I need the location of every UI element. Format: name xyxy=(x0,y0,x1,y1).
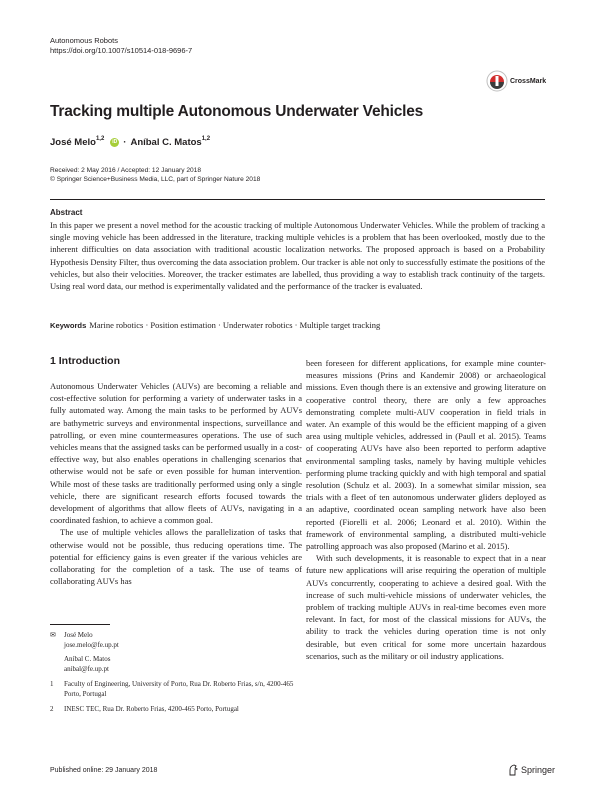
copyright-notice: © Springer Science+Business Media, LLC, part of Springer Nature 2018 xyxy=(50,176,261,183)
springer-horse-icon xyxy=(508,764,518,776)
affiliation-2-number: 2 xyxy=(50,705,54,713)
abstract-text: In this paper we present a novel method for the acoustic tracking of multiple Autonomous Underwater Vehicles. While the problem of tracking a single moving vehicle has been addressed in the literature, tracking multiple vehicles is a problem that has been overlooked, mostly due to the inherent difficulties on data association with traditional acoustic localization networks. The proposed approach is based on a Probability Hypothesis Density Filter, thus overcoming the data association problem. Our tracker is able not only to successfully estimate the positions of the vehicles, but also their velocities. Moreover, the tracker estimates are labelled, thus providing a way to establish track continuity of the targets. Using real word data, our method is experimentally validated and the performance of the tracker is evaluated. xyxy=(50,220,545,292)
intro-paragraph-1: Autonomous Underwater Vehicles (AUVs) are becoming a reliable and cost-effective solution for performing a variety of underwater tasks in a fully automated way. Among the main tasks to be performed by AUVs are bathymetric surveys and environmental inspections, surveillance and patrolling, or even mine countermeasures operations. The use of such vehicles means that the assigned tasks can be performed usually in a cost-effective way, but also enables operations in challenging scenarios that otherwise would not be safe or even possible for human intervention. While most of these tasks are traditionally performed using only a single vehicle, there are significant research efforts focused towards the development of algorithms that allow fleets of AUVs, navigating in a coordinated fashion, to achieve a common goal. xyxy=(50,381,302,526)
author-1[interactable] xyxy=(50,137,104,148)
affiliation-1 xyxy=(50,679,300,699)
received-dates: Received: 2 May 2016 / Accepted: 12 January 2018 xyxy=(50,167,202,174)
intro-paragraph-4: With such developments, it is reasonable to expect that in a near future new applications will arise requiring the operation of multiple AUVs concurrently, cooperating to achieve a desired goal. With the increase of such multi-vehicle missions of underwater vehicles, the problem of tracking multiple AUVs in real-time becomes even more relevant. In fact, for most of the classical missions for AUVs, the ability to track the vehicles during operation time is not only desirable, but even critical for some more uncertain hazardous scenarios, such as the military or oil industry applications. xyxy=(306,553,546,661)
affiliation-2-text: INESC TEC, Rua Dr. Roberto Frias, 4200-465 Porto, Portugal xyxy=(64,705,239,713)
doi-link[interactable]: https://doi.org/10.1007/s10514-018-9696-7 xyxy=(50,46,193,55)
author-2-affiliation: 1,2 xyxy=(201,136,211,142)
crossmark-label: CrossMark xyxy=(510,78,547,85)
footnotes xyxy=(50,630,300,719)
crossmark-badge[interactable] xyxy=(486,70,548,98)
author-1-name: José Melo xyxy=(50,137,96,149)
author-2[interactable] xyxy=(130,137,210,148)
journal-name: Autonomous Robots xyxy=(50,36,118,45)
abstract-heading: Abstract xyxy=(50,208,83,217)
envelope-icon: ✉ xyxy=(50,631,56,639)
author-list xyxy=(50,137,210,148)
springer-logo[interactable] xyxy=(508,764,555,776)
abstract-divider xyxy=(50,199,545,200)
published-date: Published online: 29 January 2018 xyxy=(50,767,158,774)
affiliation-1-number: 1 xyxy=(50,680,54,688)
footnote-divider xyxy=(50,624,110,625)
orcid-icon[interactable]: iD xyxy=(112,139,118,145)
author-2-name: Aníbal C. Matos xyxy=(130,137,202,149)
contact-2-email[interactable]: anibal@fe.up.pt xyxy=(64,665,109,673)
keywords-text: Marine robotics · Position estimation · Underwater robotics · Multiple target tracking xyxy=(89,320,381,330)
left-column xyxy=(50,380,302,587)
contact-1-email[interactable]: jose.melo@fe.up.pt xyxy=(64,641,119,649)
intro-paragraph-3: been foreseen for different applications, for example mine counter-measures missions (Prins and Kandemir 2008) or archaeological missions. Even though there is an extensive and growing literature on cooperative control theory, there are only a few approaches demonstrating complete multi-AUV cooperation in field trials in water. An example of this would be the efficient mapping of a given area using multiple vehicles, addressed in (Paull et al. 2015). Teams of cooperating AUVs have also been reported to perform adaptive environmental sampling tasks, namely by having multiple vehicles performing plume tracking quickly and with high temporal and spatial resolution (Schulz et al. 2003). In a somewhat similar mission, sea trials with a fleet of ten autonomous underwater gliders deployed as an adaptive, coordinated ocean sampling network have also been reported (Fiorelli et al. 2006; Leonard et al. 2010). Within the framework of environmental sampling, a distributed multi-vehicle patrolling approach was also proposed (Marino et al. 2015). xyxy=(306,358,546,552)
section-heading-introduction: 1 Introduction xyxy=(50,355,120,367)
keywords-label: Keywords xyxy=(50,321,87,330)
contact-info xyxy=(50,630,300,674)
author-separator: · xyxy=(123,137,127,148)
springer-label: Springer xyxy=(521,765,556,775)
keywords xyxy=(50,320,545,331)
affiliation-2 xyxy=(50,704,300,714)
paper-title: Tracking multiple Autonomous Underwater Vehicles xyxy=(50,103,424,120)
contact-1-name: José Melo xyxy=(64,631,93,639)
contact-2-name: Aníbal C. Matos xyxy=(64,655,111,663)
crossmark-icon xyxy=(486,70,508,92)
intro-paragraph-2: The use of multiple vehicles allows the parallelization of tasks that otherwise would not be possible, thus reducing operations time. The potential for efficiency gains is even greater if the various vehicles are collaborating for the completion of a task. The use of teams of collaborating AUVs has xyxy=(50,527,302,587)
right-column xyxy=(306,357,546,662)
author-1-affiliation: 1,2 xyxy=(95,136,105,142)
affiliation-1-text: Faculty of Engineering, University of Porto, Rua Dr. Roberto Frias, s/n, 4200-465 Porto, Portugal xyxy=(64,680,294,698)
